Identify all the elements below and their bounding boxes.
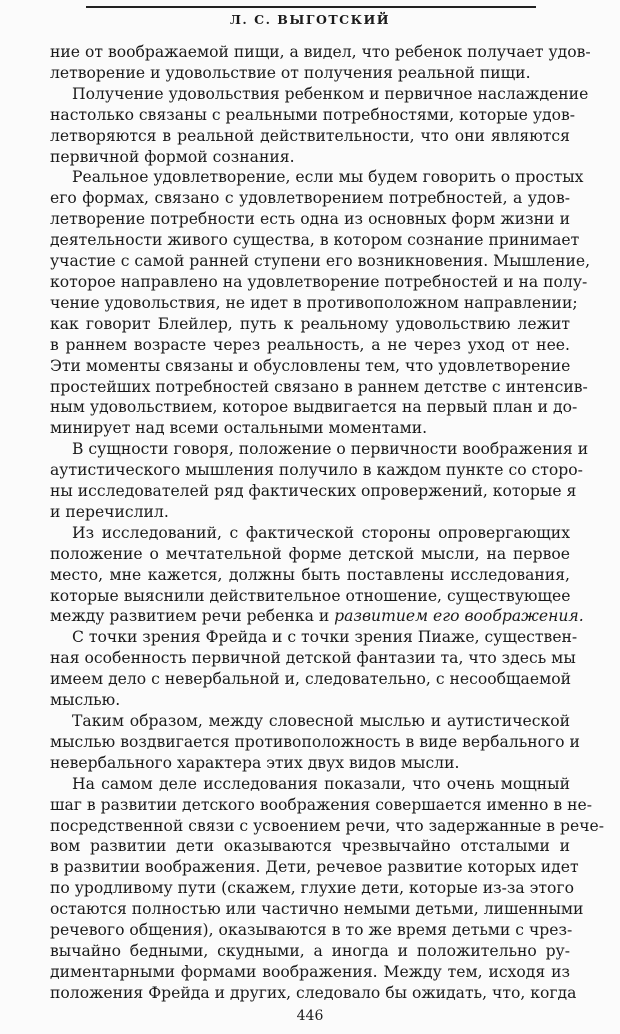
- text-line: Таким образом, между словесной мыслью и аутистической: [72, 712, 570, 730]
- text-line: диментарными формами воображения. Между тем, исходя из: [50, 962, 570, 981]
- text-line: его формах, связано с удовлетворением потребностей, а удов-: [50, 189, 570, 208]
- text-line: как говорит Блейлер, путь к реальному удовольствию лежит: [50, 314, 570, 333]
- paragraph: [50, 627, 578, 711]
- text-line: вычайно бедными, скудными, а иногда и положительно ру-: [50, 941, 570, 960]
- text-line: место, мне кажется, должны быть поставлены исследования,: [50, 565, 570, 584]
- paragraph: [50, 774, 605, 1004]
- text-line: шаг в развитии детского воображения совершается именно в не-: [50, 795, 592, 814]
- text-line: вом развитии дети оказываются чрезвычайно отсталыми и: [50, 837, 570, 856]
- text-line: между развитием речи ребенка и развитием его воображения.: [50, 607, 584, 626]
- text-line: положение о мечтательной форме детской мысли, на первое: [50, 544, 570, 563]
- text-line: летворение потребности есть одна из основных форм жизни и: [50, 210, 570, 229]
- text-line: Реальное удовлетворение, если мы будем говорить о простых: [72, 168, 584, 187]
- text-line: аутистического мышления получило в каждом пункте со сторо-: [50, 461, 583, 480]
- paragraph: [50, 42, 591, 84]
- text-line: в развитии воображения. Дети, речевое развитие которых идет: [50, 858, 579, 877]
- page-number: 446: [296, 1008, 324, 1024]
- text-line: деятельности живого существа, в котором сознание принимает: [50, 231, 580, 250]
- text-line: С точки зрения Фрейда и с точки зрения Пиаже, существен-: [72, 628, 578, 647]
- text-line: ны исследователей ряд фактических опровержений, которые я: [50, 482, 577, 501]
- text-line: положения Фрейда и других, следовало бы ожидать, что, когда: [50, 983, 577, 1002]
- text-line: мыслью.: [50, 691, 121, 710]
- paragraph: [50, 84, 589, 168]
- text-line: настолько связаны с реальными потребностями, которые удов-: [50, 105, 576, 124]
- running-header: Л. С. ВЫГОТСКИЙ: [229, 12, 391, 27]
- text-line: посредственной связи с усвоением речи, что задержанные в рече-: [50, 816, 605, 835]
- text-line: Эти моменты связаны и обусловлены тем, что удовлетворение: [50, 356, 571, 375]
- text-line: ние от воображаемой пищи, а видел, что ребенок получает удов-: [50, 43, 591, 61]
- text-line: На самом деле исследования показали, что очень мощный: [72, 774, 570, 793]
- text-line: участие с самой ранней ступени его возникновения. Мышление,: [50, 252, 591, 271]
- text-line: Получение удовольствия ребенком и первичное наслаждение: [72, 84, 589, 103]
- text-line: которые выяснили действительное отношение, существующее: [50, 586, 571, 605]
- text-line: в раннем возрасте через реальность, а не через уход от нее.: [50, 335, 570, 354]
- text-line: мыслью воздвигается противоположность в виде вербального и: [50, 732, 580, 751]
- paragraph: [50, 711, 580, 774]
- text-line: речевого общения), оказываются в то же время детьми с чрез-: [50, 921, 573, 940]
- text-line: простейших потребностей связано в раннем детстве с интенсив-: [50, 377, 588, 396]
- body-text: [50, 42, 605, 1004]
- text-line: чение удовольствия, не идет в противоположном направлении;: [50, 293, 578, 312]
- header-rule: [86, 6, 536, 8]
- text-line: ным удовольствием, которое выдвигается на первый план и до-: [50, 398, 578, 417]
- text-line: имеем дело с невербальной и, следовательно, с несообщаемой: [50, 670, 571, 689]
- paragraph: [50, 167, 591, 439]
- text-line: ная особенность первичной детской фантазии та, что здесь мы: [50, 649, 576, 668]
- text-line: по уродливому пути (скажем, глухие дети, которые из-за этого: [50, 879, 574, 898]
- text-line: минирует над всеми остальными моментами.: [50, 419, 428, 438]
- text-line: и перечислил.: [50, 502, 169, 521]
- text-line: остаются полностью или частично немыми детьми, лишенными: [50, 900, 584, 919]
- paragraph: [50, 439, 589, 523]
- text-line: которое направлено на удовлетворение потребностей и на полу-: [50, 272, 588, 291]
- text-line: первичной формой сознания.: [50, 147, 295, 166]
- text-line: невербального характера этих двух видов мысли.: [50, 753, 460, 772]
- text-line: Из исследований, с фактической стороны опровергающих: [72, 523, 570, 542]
- text-line: летворяются в реальной действительности, что они являются: [50, 126, 570, 145]
- text-line: летворение и удовольствие от получения реальной пищи.: [50, 63, 531, 82]
- text-line: В сущности говоря, положение о первичности воображения и: [72, 440, 589, 459]
- paragraph: [50, 523, 584, 628]
